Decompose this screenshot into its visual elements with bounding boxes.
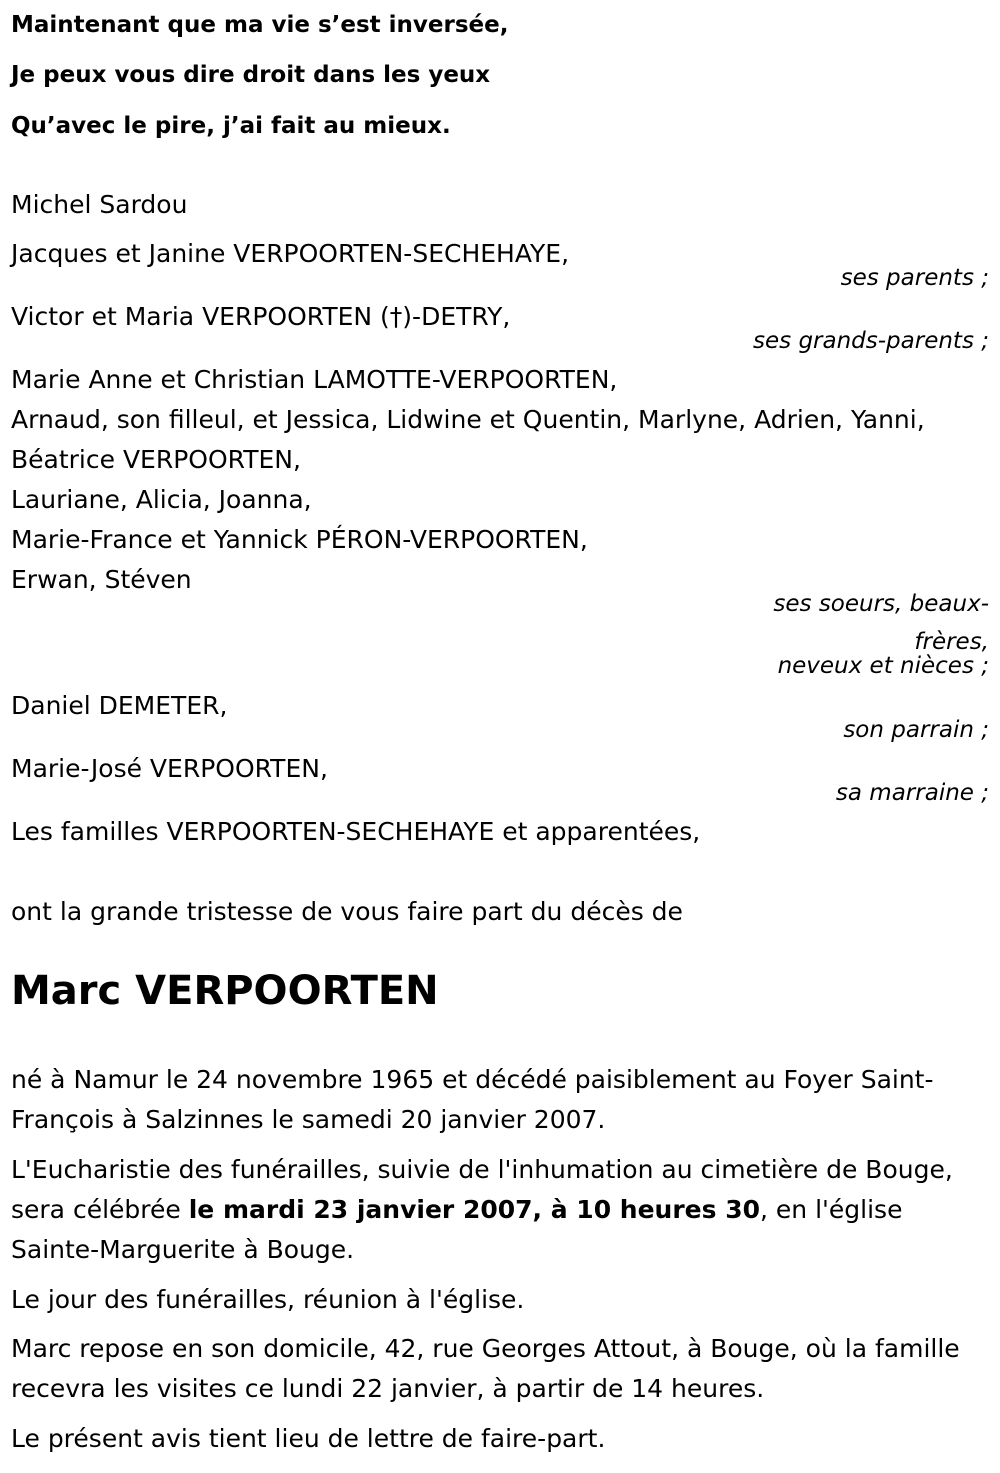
grandparents-names-b: )-DETRY, [402,302,511,331]
funeral-paragraph [11,1150,996,1270]
godfather-role: son parrain ; [843,717,989,743]
cross-icon: † [389,302,403,331]
families-line: Les familles VERPOORTEN-SECHEHAYE et apparentées, [11,817,701,846]
announcement: ont la grande tristesse de vous faire part du décès de [11,897,683,926]
godfather-name: Daniel DEMETER, [11,691,228,720]
poem-line-2: Je peux vous dire droit dans les yeux [11,62,491,88]
sibling-line-2: Arnaud, son filleul, et Jessica, Lidwine et Quentin, Marlyne, Adrien, Yanni, [11,405,925,434]
siblings-role-2: frères, [914,629,989,655]
grandparents-names-a: Victor et Maria VERPOORTEN ( [11,302,390,331]
parents-role: ses parents ; [840,265,989,291]
funeral-date-time: le mardi 23 janvier 2007, à 10 heures 30 [188,1195,761,1224]
sibling-line-1: Marie Anne et Christian LAMOTTE-VERPOORTEN, [11,365,618,394]
godmother-role: sa marraine ; [835,780,989,806]
grandparents-names [11,302,510,332]
visit-paragraph: Marc repose en son domicile, 42, rue Georges Attout, à Bouge, où la famille recevra les visites ce lundi 22 janvier, à partir de 14 heures. [11,1334,960,1403]
sibling-line-3: Béatrice VERPOORTEN, [11,445,301,474]
siblings-role-3: neveux et nièces ; [777,653,989,679]
sibling-line-4: Lauriane, Alicia, Joanna, [11,485,312,514]
sibling-line-5: Marie-France et Yannick PÉRON-VERPOORTEN, [11,525,588,554]
funeral-text-a: L'Eucharistie des funérailles, suivie de l'inhumation au cimetière de Bouge, sera célébrée [11,1155,953,1224]
parents-names: Jacques et Janine VERPOORTEN-SECHEHAYE, [11,239,570,268]
funeral-text-b: , en l'église Sainte-Marguerite à Bouge. [11,1195,903,1264]
grandparents-role: ses grands-parents ; [753,328,989,354]
notice-paragraph: Le présent avis tient lieu de lettre de faire-part. [11,1424,606,1453]
sibling-line-6: Erwan, Stéven [11,565,192,594]
meeting-paragraph: Le jour des funérailles, réunion à l'église. [11,1285,525,1314]
poem-line-1: Maintenant que ma vie s’est inversée, [11,12,509,38]
deceased-name: Marc VERPOORTEN [11,968,439,1014]
godmother-name: Marie-José VERPOORTEN, [11,754,328,783]
poem-line-3: Qu’avec le pire, j’ai fait au mieux. [11,113,451,139]
siblings-role-1: ses soeurs, beaux- [773,591,989,617]
poem-author: Michel Sardou [11,190,188,219]
birth-death-paragraph: né à Namur le 24 novembre 1965 et décédé paisiblement au Foyer Saint-François à Salzinnes le samedi 20 janvier 2007. [11,1065,934,1134]
